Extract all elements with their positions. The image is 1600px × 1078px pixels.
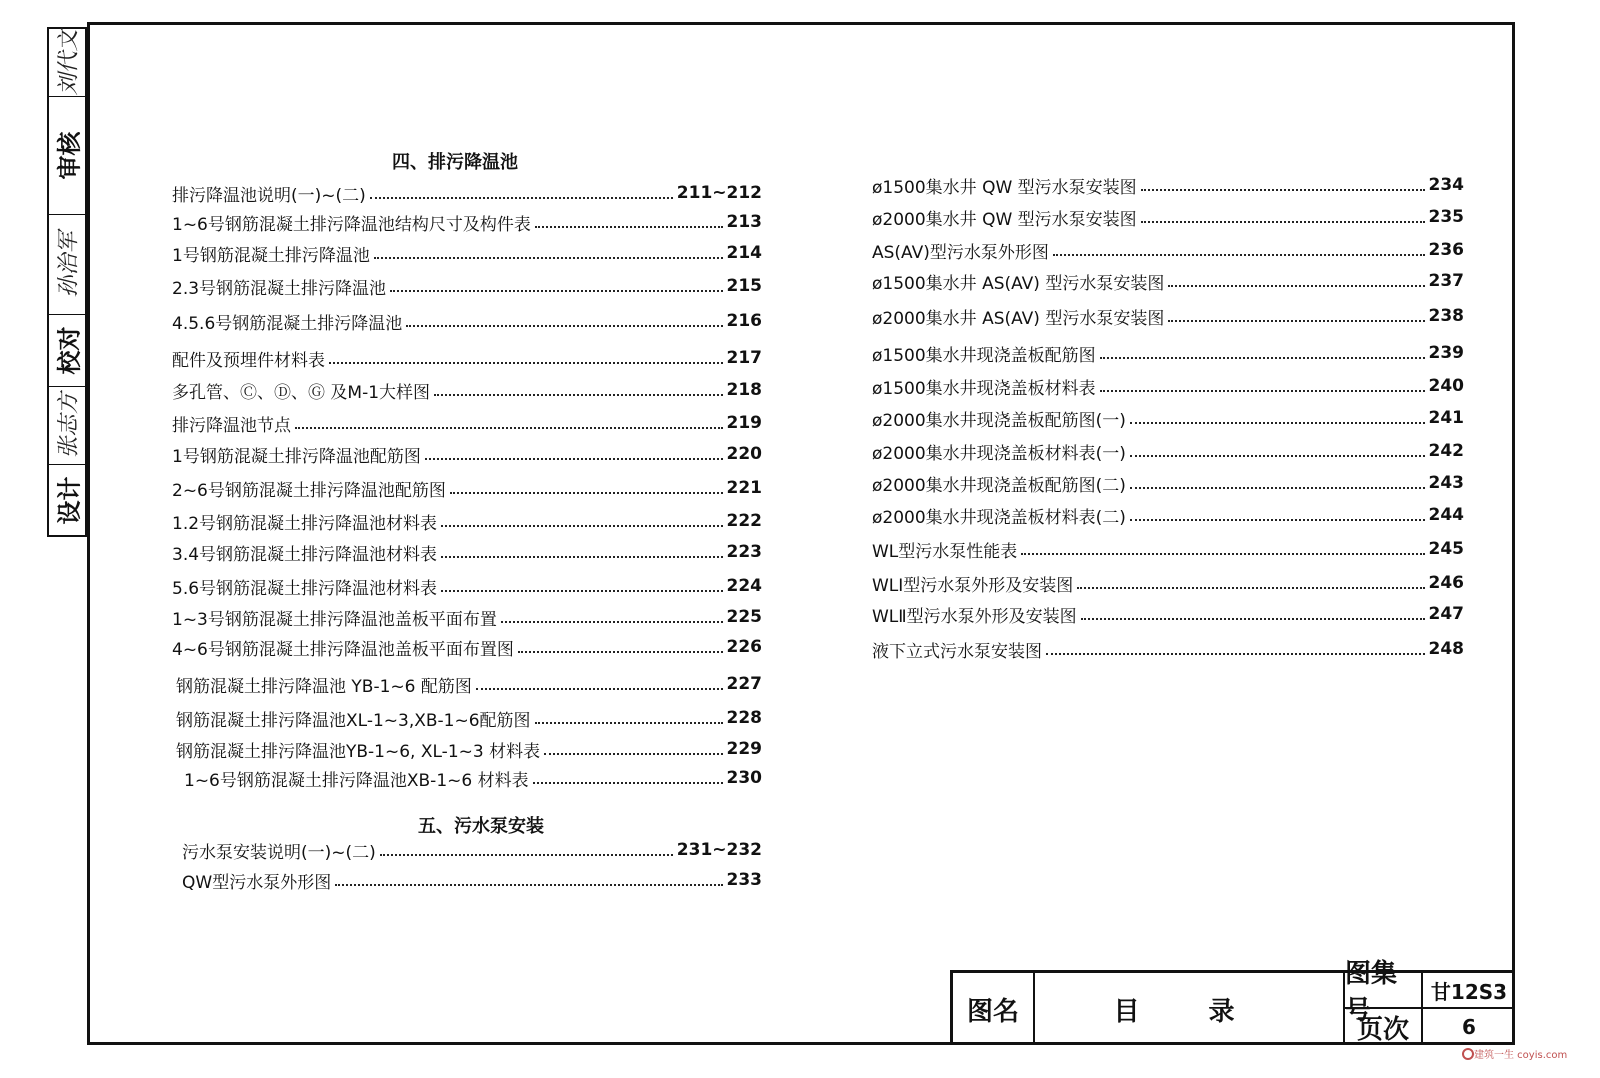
toc-entry[interactable]: ø2000集水井现浇盖板材料表(二) 244 xyxy=(872,505,1464,528)
toc-entry[interactable]: 液下立式污水泵安装图 248 xyxy=(872,639,1464,662)
watermark-text: 建筑一生 coyis.com xyxy=(1474,1050,1568,1061)
toc-entry[interactable]: ø1500集水井 QW 型污水泵安装图 234 xyxy=(872,175,1464,198)
atlas-number-value: 甘12S3 xyxy=(1423,973,1515,1009)
review-signature: 刘代文 xyxy=(56,29,82,96)
section-title-sewage-pump-install: 五、污水泵安装 xyxy=(418,816,544,837)
toc-entry[interactable]: 1~6号钢筋混凝土排污降温池XB-1~6 材料表 230 xyxy=(184,768,762,791)
toc-entry[interactable]: ø2000集水井现浇盖板配筋图(一) 241 xyxy=(872,408,1464,431)
toc-entry[interactable]: ø1500集水井 AS(AV) 型污水泵安装图 237 xyxy=(872,271,1464,294)
section-title-sewage-cooling-pool: 四、排污降温池 xyxy=(392,152,518,173)
toc-entry[interactable]: 钢筋混凝土排污降温池 YB-1~6 配筋图 227 xyxy=(176,674,762,697)
toc-entry[interactable]: WL型污水泵性能表 245 xyxy=(872,539,1464,562)
toc-entry[interactable]: 2.3号钢筋混凝土排污降温池 215 xyxy=(172,276,762,299)
drawing-name-label: 图名 xyxy=(953,973,1035,1045)
toc-entry[interactable]: ø1500集水井现浇盖板配筋图 239 xyxy=(872,343,1464,366)
check-sign-cell xyxy=(49,215,85,315)
page-number: 6 xyxy=(1462,1015,1476,1039)
atlas-number-label: 图集号 xyxy=(1345,973,1423,1009)
toc-entry[interactable]: 4.5.6号钢筋混凝土排污降温池 216 xyxy=(172,311,762,334)
toc-entry[interactable]: 钢筋混凝土排污降温池YB-1~6, XL-1~3 材料表 229 xyxy=(176,739,762,762)
page-label: 页次 xyxy=(1345,1009,1423,1045)
watermark-logo-icon xyxy=(1462,1048,1474,1060)
design-label: 设计 xyxy=(55,476,84,524)
toc-entry[interactable]: 1号钢筋混凝土排污降温池 214 xyxy=(172,243,762,266)
toc-entry[interactable]: QW型污水泵外形图 233 xyxy=(182,870,762,893)
design-signature: 张志方 xyxy=(56,392,82,459)
toc-entry[interactable]: 钢筋混凝土排污降温池XL-1~3,XB-1~6配筋图 228 xyxy=(176,708,762,731)
toc-entry[interactable]: 1~6号钢筋混凝土排污降温池结构尺寸及构件表 213 xyxy=(172,212,762,235)
title-block xyxy=(950,959,1515,1045)
toc-entry[interactable]: 4~6号钢筋混凝土排污降温池盖板平面布置图 226 xyxy=(172,637,762,660)
drawing-name-value: 目 录 xyxy=(1035,973,1345,1045)
toc-entry[interactable]: ø1500集水井现浇盖板材料表 240 xyxy=(872,376,1464,399)
design-label-cell xyxy=(49,465,85,535)
toc-entry[interactable]: AS(AV)型污水泵外形图 236 xyxy=(872,240,1464,263)
toc-entry[interactable]: 排污降温池节点 219 xyxy=(172,413,762,436)
toc-entry[interactable]: ø2000集水井现浇盖板配筋图(二) 243 xyxy=(872,473,1464,496)
review-label-cell xyxy=(49,97,85,215)
toc-entry[interactable]: 3.4号钢筋混凝土排污降温池材料表 223 xyxy=(172,542,762,565)
toc-entry[interactable]: 5.6号钢筋混凝土排污降温池材料表 224 xyxy=(172,576,762,599)
toc-entry[interactable]: 1号钢筋混凝土排污降温池配筋图 220 xyxy=(172,444,762,467)
toc-entry[interactable]: ø2000集水井 QW 型污水泵安装图 235 xyxy=(872,207,1464,230)
toc-entry[interactable]: 1.2号钢筋混凝土排污降温池材料表 222 xyxy=(172,511,762,534)
signature-strip xyxy=(47,27,87,537)
toc-entry[interactable]: 配件及预埋件材料表 217 xyxy=(172,348,762,371)
toc-entry[interactable]: ø2000集水井现浇盖板材料表(一) 242 xyxy=(872,441,1464,464)
toc-entry[interactable]: WLⅠ型污水泵外形及安装图 246 xyxy=(872,573,1464,596)
toc-entry[interactable]: 多孔管、Ⓒ、Ⓓ、Ⓖ 及M-1大样图 218 xyxy=(172,380,762,403)
check-label: 校对 xyxy=(55,326,84,375)
review-label: 审核 xyxy=(55,131,84,180)
toc-entry[interactable]: 排污降温池说明(一)~(二) 211~212 xyxy=(172,183,762,206)
check-signature: 孙治军 xyxy=(56,231,82,298)
review-sign-cell xyxy=(49,29,85,97)
toc-entry[interactable]: ø2000集水井 AS(AV) 型污水泵安装图 238 xyxy=(872,306,1464,329)
toc-entry[interactable]: WLⅡ型污水泵外形及安装图 247 xyxy=(872,604,1464,627)
check-label-cell xyxy=(49,315,85,387)
toc-entry[interactable]: 污水泵安装说明(一)~(二) 231~232 xyxy=(182,840,762,863)
toc-entry[interactable]: 1~3号钢筋混凝土排污降温池盖板平面布置 225 xyxy=(172,607,762,630)
toc-entry[interactable]: 2~6号钢筋混凝土排污降温池配筋图 221 xyxy=(172,478,762,501)
design-sign-cell xyxy=(49,387,85,465)
